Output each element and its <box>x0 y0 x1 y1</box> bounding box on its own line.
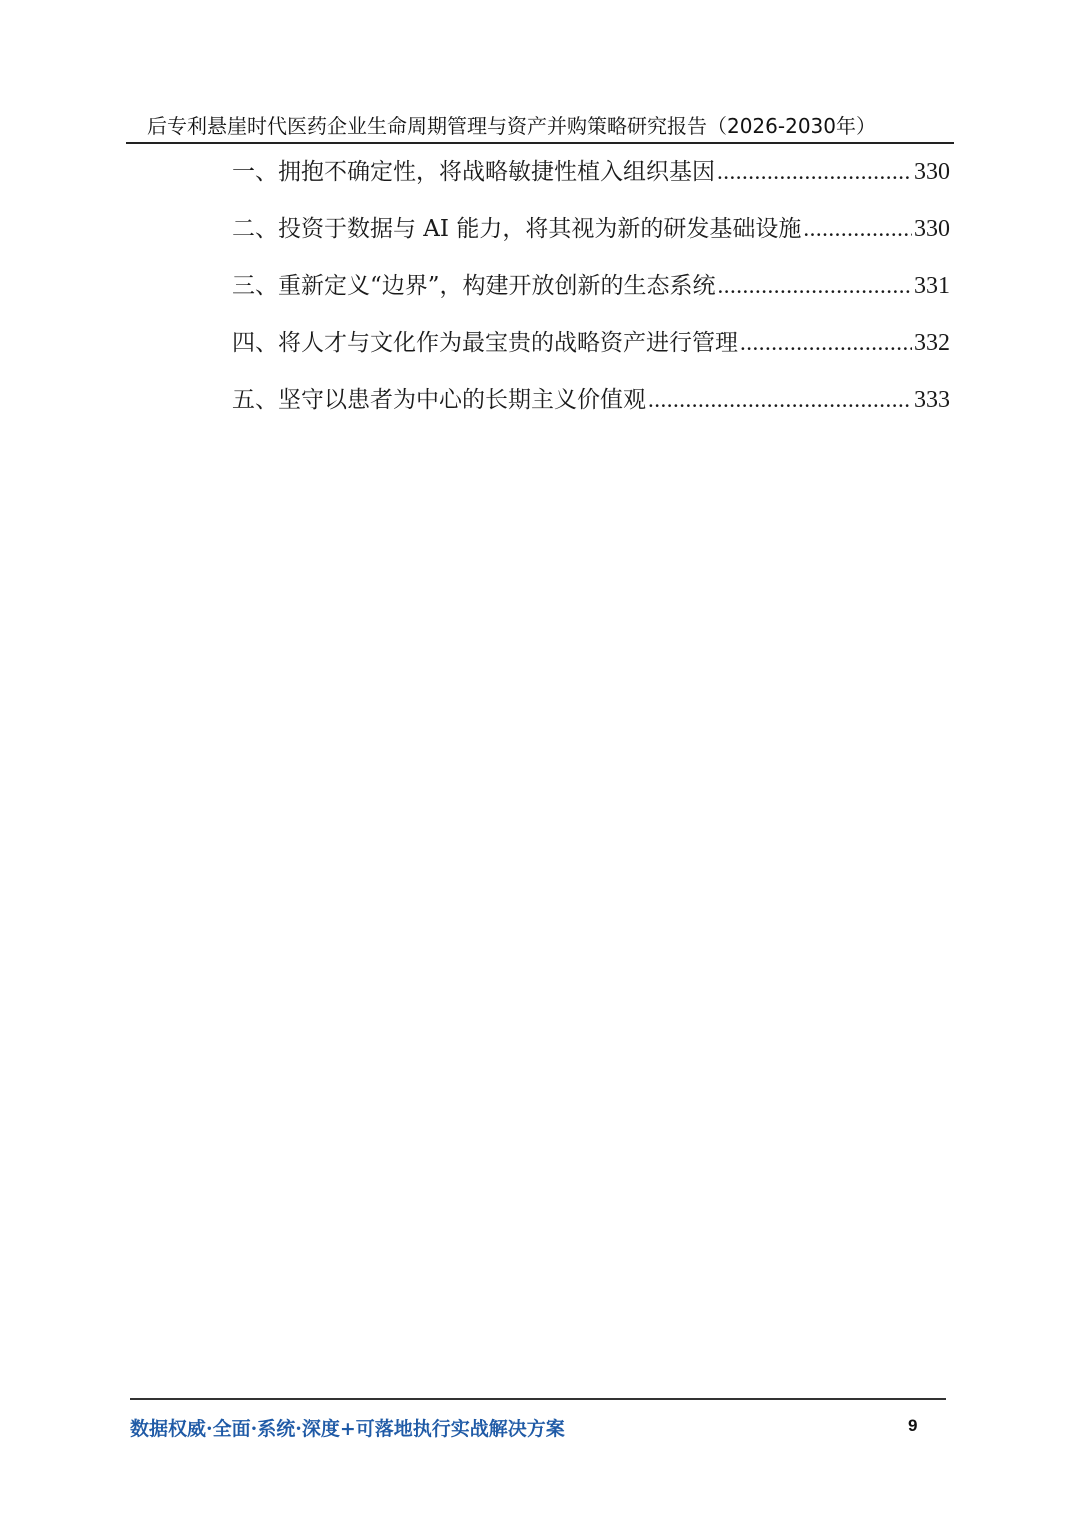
toc-leader-dots <box>648 380 912 420</box>
footer-slogan: 数据权威·全面·系统·深度+可落地执行实战解决方案 <box>130 1418 565 1440</box>
toc-entry[interactable] <box>232 209 950 266</box>
toc-leader-dots <box>717 152 912 192</box>
toc-entry[interactable] <box>232 323 950 380</box>
footer-divider <box>130 1398 946 1400</box>
toc-entry[interactable] <box>232 152 950 209</box>
toc-entry-text: 二、投资于数据与 AI 能力，将其视为新的研发基础设施 <box>232 216 802 242</box>
toc-entry-page: 333 <box>914 387 950 413</box>
footer-page-number: 9 <box>908 1416 918 1435</box>
toc-leader-dots <box>803 209 912 249</box>
toc-entry-page: 330 <box>914 216 950 242</box>
report-title: 后专利悬崖时代医药企业生命周期管理与资产并购策略研究报告（2026-2030年） <box>146 114 876 138</box>
table-of-contents <box>232 152 950 437</box>
toc-entry-text: 一、拥抱不确定性，将战略敏捷性植入组织基因 <box>232 159 715 185</box>
toc-leader-dots <box>718 266 912 306</box>
toc-leader-dots <box>740 323 912 363</box>
toc-entry-page: 330 <box>914 159 950 185</box>
toc-entry-text: 四、将人才与文化作为最宝贵的战略资产进行管理 <box>232 330 738 356</box>
toc-entry-page: 332 <box>914 330 950 356</box>
page-header <box>126 104 954 144</box>
toc-entry-text: 三、重新定义“边界”，构建开放创新的生态系统 <box>232 273 716 299</box>
toc-entry-text: 五、坚守以患者为中心的长期主义价值观 <box>232 387 646 413</box>
toc-entry[interactable] <box>232 380 950 437</box>
toc-entry[interactable] <box>232 266 950 323</box>
toc-entry-page: 331 <box>914 273 950 299</box>
